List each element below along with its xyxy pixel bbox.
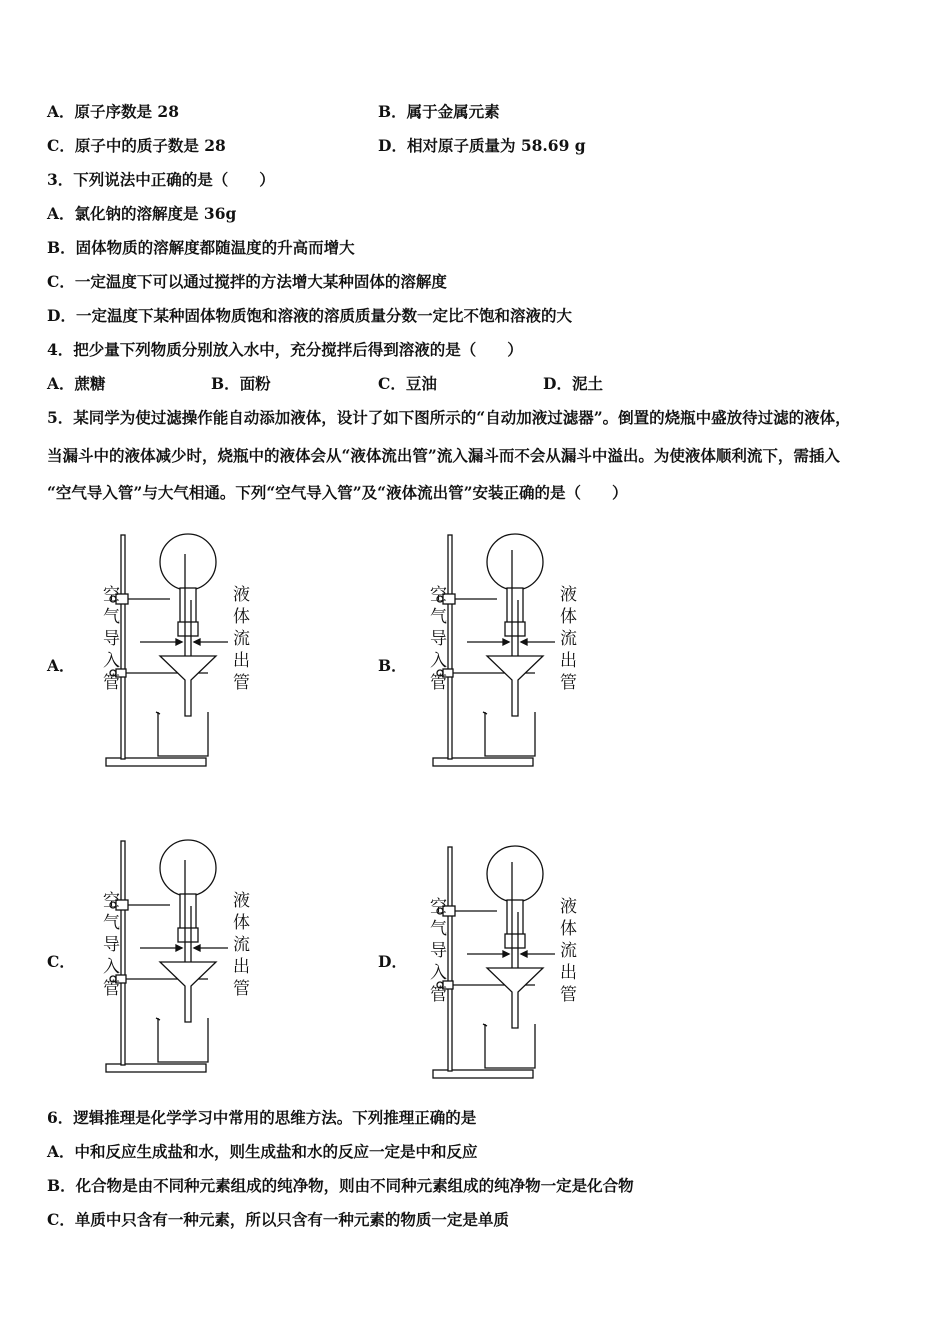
q6-stem: 6．逻辑推理是化学学习中常用的思维方法。下列推理正确的是 (47, 1108, 477, 1127)
air-tube-label-char: 空 (103, 585, 120, 605)
apparatus (106, 840, 228, 1072)
funnel (160, 962, 216, 1022)
q2-option-b: B．属于金属元素 (378, 102, 500, 121)
q4-option-c: C．豆油 (378, 374, 437, 393)
liquid-tube-label-char: 流 (233, 935, 250, 955)
liquid-tube-label-char: 流 (560, 629, 577, 649)
air-tube-label-char: 空 (430, 585, 447, 605)
air-tube-label-char: 管 (103, 979, 120, 999)
air-tube-label-char: 导 (430, 941, 447, 961)
beaker (485, 712, 535, 756)
air-tube-label-char: 气 (430, 607, 447, 627)
q3-option-c: C．一定温度下可以通过搅拌的方法增大某种固体的溶解度 (47, 272, 447, 291)
liquid-tube-label-char: 液 (233, 585, 250, 605)
stopper (505, 622, 525, 636)
beaker (485, 1024, 535, 1068)
beaker (158, 1018, 208, 1062)
liquid-tube-label-char: 出 (560, 651, 577, 671)
figure-label-c: C． (47, 952, 75, 971)
beaker-lip (483, 1024, 487, 1026)
q4-option-a: A．蔗糖 (47, 374, 106, 393)
liquid-tube-label-char: 液 (560, 897, 577, 917)
stand-rod (448, 847, 452, 1071)
q2-option-c: C．原子中的质子数是 28 (47, 136, 226, 155)
q3-option-b: B．固体物质的溶解度都随温度的升高而增大 (47, 238, 355, 257)
liquid-arrow-head (521, 639, 527, 645)
air-tube-label-char: 管 (430, 673, 447, 693)
figure-label-a: A． (47, 656, 75, 675)
liquid-tube-label-char: 流 (233, 629, 250, 649)
q4-stem: 4．把少量下列物质分别放入水中，充分搅拌后得到溶液的是（ ） (47, 340, 523, 359)
air-tube-label-char: 入 (103, 651, 120, 671)
air-tube-label-char: 入 (103, 957, 120, 977)
air-arrow-head (503, 639, 509, 645)
stopper (178, 928, 198, 942)
air-tube-label-char: 管 (430, 985, 447, 1005)
apparatus (433, 846, 555, 1078)
stopper (178, 622, 198, 636)
flask-bulb (487, 846, 543, 902)
liquid-tube-label-char: 管 (560, 673, 577, 693)
apparatus (106, 534, 228, 766)
q6-option-c: C．单质中只含有一种元素，所以只含有一种元素的物质一定是单质 (47, 1210, 509, 1229)
liquid-tube-label-char: 体 (233, 913, 250, 933)
flask-bulb (160, 534, 216, 590)
stand-rod (448, 535, 452, 759)
q6-option-a: A．中和反应生成盐和水，则生成盐和水的反应一定是中和反应 (47, 1142, 478, 1161)
q3-option-d: D．一定温度下某种固体物质饱和溶液的溶质质量分数一定比不饱和溶液的大 (47, 306, 572, 325)
liquid-tube-label-char: 出 (233, 957, 250, 977)
q6-option-b: B．化合物是由不同种元素组成的纯净物，则由不同种元素组成的纯净物一定是化合物 (47, 1176, 634, 1195)
stand-rod (121, 841, 125, 1065)
liquid-tube-label-char: 管 (233, 673, 250, 693)
air-tube-label-char: 气 (103, 607, 120, 627)
liquid-tube-label-char: 液 (233, 891, 250, 911)
air-tube-label-char: 空 (430, 897, 447, 917)
liquid-arrow-head (194, 945, 200, 951)
q4-option-d: D．泥土 (543, 374, 603, 393)
q3-stem: 3．下列说法中正确的是（ ） (47, 170, 275, 189)
air-arrow-head (176, 639, 182, 645)
beaker-lip (483, 712, 487, 714)
q5-stem-line2: 当漏斗中的液体减少时，烧瓶中的液体会从“液体流出管”流入漏斗而不会从漏斗中溢出。为使液体顺利流下，需插入 (47, 446, 840, 465)
stopper (505, 934, 525, 948)
liquid-tube-label-char: 出 (233, 651, 250, 671)
liquid-tube-label-char: 流 (560, 941, 577, 961)
q4-option-b: B．面粉 (211, 374, 271, 393)
q3-option-a: A．氯化钠的溶解度是 36g (47, 204, 237, 223)
funnel (160, 656, 216, 716)
stand-rod (121, 535, 125, 759)
beaker-lip (156, 1018, 160, 1020)
liquid-tube-label-char: 管 (233, 979, 250, 999)
funnel (487, 656, 543, 716)
apparatus-figure-b (405, 530, 577, 779)
q2-option-d: D．相对原子质量为 58.69 g (378, 136, 586, 155)
liquid-arrow-head (521, 951, 527, 957)
air-tube-label-char: 气 (430, 919, 447, 939)
q5-stem-line3: “空气导入管”与大气相通。下列“空气导入管”及“液体流出管”安装正确的是（ ） (47, 483, 628, 502)
flask-bulb (160, 840, 216, 896)
liquid-arrow-head (194, 639, 200, 645)
liquid-tube-label-char: 体 (560, 607, 577, 627)
q5-stem-line1: 5．某同学为使过滤操作能自动添加液体，设计了如下图所示的“自动加液过滤器”。倒置的烧瓶中盛放待过滤的液体， (47, 408, 851, 427)
beaker-lip (156, 712, 160, 714)
figure-label-d: D． (378, 952, 407, 971)
figure-label-b: B． (378, 656, 407, 675)
funnel (487, 968, 543, 1028)
apparatus-figure-a (75, 530, 250, 779)
liquid-tube-label-char: 出 (560, 963, 577, 983)
liquid-tube-label-char: 液 (560, 585, 577, 605)
air-tube-label-char: 入 (430, 651, 447, 671)
air-tube-label-char: 导 (430, 629, 447, 649)
apparatus-figure-d (405, 842, 580, 1091)
liquid-tube-label-char: 体 (560, 919, 577, 939)
air-tube-label-char: 管 (103, 673, 120, 693)
apparatus-figure-c (75, 836, 250, 1085)
apparatus (433, 534, 555, 766)
air-tube-label-char: 导 (103, 935, 120, 955)
air-tube-label-char: 入 (430, 963, 447, 983)
liquid-tube-label-char: 管 (560, 985, 577, 1005)
beaker (158, 712, 208, 756)
air-arrow-head (176, 945, 182, 951)
air-tube-label-char: 空 (103, 891, 120, 911)
liquid-tube-label-char: 体 (233, 607, 250, 627)
air-tube-label-char: 气 (103, 913, 120, 933)
air-tube-label-char: 导 (103, 629, 120, 649)
air-arrow-head (503, 951, 509, 957)
flask-bulb (487, 534, 543, 590)
q2-option-a: A．原子序数是 28 (47, 102, 179, 121)
